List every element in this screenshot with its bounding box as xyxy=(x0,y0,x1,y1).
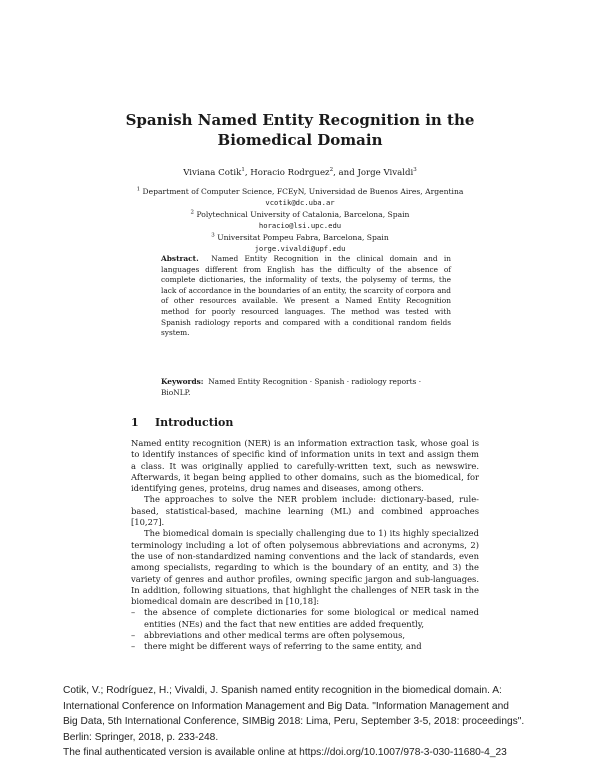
affiliation-text: Universitat Pompeu Fabra, Barcelona, Spain xyxy=(217,232,389,242)
affiliation-list xyxy=(0,186,600,254)
bullet-dash: – xyxy=(131,630,136,641)
bullet-dash: – xyxy=(131,641,136,652)
affiliation-item xyxy=(0,209,600,220)
affiliation-mark: 3 xyxy=(211,232,215,239)
list-item-text: there might be different ways of referring to the same entity, and xyxy=(144,641,422,652)
keywords-label: Keywords: xyxy=(161,377,204,386)
bullet-dash: – xyxy=(131,607,136,618)
affiliation-email: horacio@lsi.upc.edu xyxy=(258,221,342,231)
title-line-2: Biomedical Domain xyxy=(217,131,383,149)
affiliation-text: Polytechnical University of Catalonia, Barcelona, Spain xyxy=(196,209,410,219)
author-affil-mark: 2 xyxy=(329,167,334,174)
citation-line: Big Data, 5th International Conference, SIMBig 2018: Lima, Peru, September 3-5, 2018: proceedings". xyxy=(63,716,525,728)
title-line-1: Spanish Named Entity Recognition in the xyxy=(125,111,475,129)
author-separator: , xyxy=(244,168,251,178)
author-name: Horacio Rodrguez xyxy=(250,168,330,178)
paragraph: Named entity recognition (NER) is an information extraction task, whose goal is to identify instances of specific kind of information units in text and assign them a class. It was originally applied to carefully-written text, such as newswire. Afterwards, it began being applied to other domains, such as the biomedical, for identifying genes, proteins, drug names and diseases, among others. xyxy=(131,438,479,494)
section-title: Introduction xyxy=(155,416,234,429)
citation-doi-line: The final authenticated version is available online at https://doi.org/10.1007/978-3-030-11680-4_23 xyxy=(63,747,507,759)
bullet-list xyxy=(131,607,479,652)
author-affil-mark: 1 xyxy=(241,167,245,174)
paper-title xyxy=(0,110,600,150)
list-item-text: the absence of complete dictionaries for some biological or medical named entities (NEs) and the fact that new entities are added frequently, xyxy=(144,607,479,629)
abstract-text: Named Entity Recognition in the clinical domain and in languages different from English has the difficulty of the absence of complete dictionaries, the informality of texts, the polysemy of terms, the lack of accordance in the boundaries of an entity, the scarcity of corpora and of other resources available. We present a Named Entity Recognition method for poorly resourced languages. The method was tested with Spanish radiology reports and compared with a conditional random fields system. xyxy=(161,254,451,338)
body-text xyxy=(131,438,479,653)
list-item xyxy=(131,607,479,630)
author-separator: , and xyxy=(333,168,358,178)
list-item-text: abbreviations and other medical terms are often polysemous, xyxy=(144,630,406,641)
citation-line: Berlin: Springer, 2018, p. 233-248. xyxy=(63,731,219,743)
affiliation-mark: 2 xyxy=(190,209,195,216)
affiliation-email: vcotik@dc.uba.ar xyxy=(265,198,335,208)
author-name: Viviana Cotik xyxy=(183,168,242,178)
list-item xyxy=(131,641,479,652)
citation-line: International Conference on Information Management and Big Data. "Information Management and xyxy=(63,700,509,712)
affiliation-mark: 1 xyxy=(136,186,141,193)
citation-line: Cotik, V.; Rodríguez, H.; Vivaldi, J. Spanish named entity recognition in the biomedical domain. A: xyxy=(63,685,502,696)
affiliation-email: jorge.vivaldi@upf.edu xyxy=(254,244,346,254)
section-heading xyxy=(131,416,233,429)
author-affil-mark: 3 xyxy=(413,167,417,174)
keywords xyxy=(161,377,451,398)
affiliation-item xyxy=(0,232,600,243)
abstract-label: Abstract. xyxy=(161,254,199,263)
author-list xyxy=(0,168,600,178)
citation-footer xyxy=(63,683,563,761)
keywords-text: Named Entity Recognition · Spanish · radiology reports · BioNLP. xyxy=(161,377,422,397)
author-name: Jorge Vivaldi xyxy=(357,168,414,178)
section-number: 1 xyxy=(131,416,139,429)
abstract xyxy=(161,254,451,339)
affiliation-text: Department of Computer Science, FCEyN, Universidad de Buenos Aires, Argentina xyxy=(142,187,464,196)
paragraph: The biomedical domain is specially challenging due to 1) its highly specialized terminology including a lot of often polysemous abbreviations and acronyms, 2) the use of non-standardized naming conventions and the lack of standards, even among specialists, regarding to which is the boundary of an entity, and 3) the variety of genres and author profiles, owning specific jargon and sub-languages. In addition, following situations, that highlight the challenges of NER task in the biomedical domain are described in [10,18]: xyxy=(131,528,479,607)
paragraph: The approaches to solve the NER problem include: dictionary-based, rule-based, statistical-based, machine learning (ML) and combined approaches [10,27]. xyxy=(131,494,479,528)
list-item xyxy=(131,630,479,641)
affiliation-item xyxy=(0,186,600,197)
